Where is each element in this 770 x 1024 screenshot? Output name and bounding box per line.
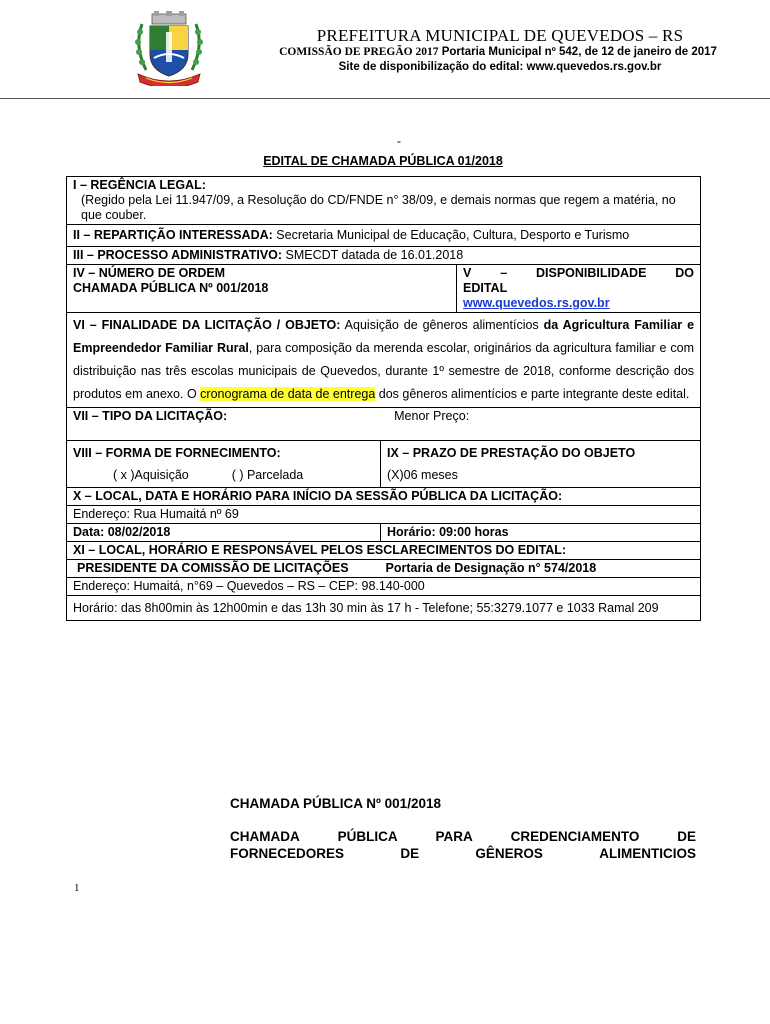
row-esclarecimentos-endereco — [67, 578, 701, 596]
subtitle-word: PARA — [435, 829, 473, 844]
finalidade-text-1: Aquisição de gêneros alimentícios — [344, 318, 539, 332]
subtitle-word: GÊNEROS — [475, 846, 543, 861]
chamada-publica-subtitle — [230, 828, 696, 862]
page-number: 1 — [74, 882, 80, 894]
prazo-text: (X)06 meses — [387, 468, 458, 482]
esclarecimentos-label: XI – LOCAL, HORÁRIO E RESPONSÁVEL PELOS ESCLARECIMENTOS DO EDITAL: — [67, 542, 701, 560]
subtitle-word: ALIMENTICIOS — [599, 846, 696, 861]
subtitle-word: FORNECEDORES — [230, 846, 345, 861]
row-presidente — [67, 560, 701, 578]
reparticao-label: II – REPARTIÇÃO INTERESSADA: — [73, 228, 273, 242]
document-header — [0, 0, 770, 100]
finalidade-label: VI – FINALIDADE DA LICITAÇÃO / OBJETO: — [73, 318, 341, 332]
esclarecimentos-horario: Horário: das 8h00min às 12h00min e das 13h 30 min às 17 h - Telefone; 55:3279.1077 e 1033 Ramal 209 — [67, 596, 701, 621]
subtitle-word: CREDENCIAMENTO — [510, 829, 640, 844]
data-text: Data: 08/02/2018 — [67, 524, 381, 542]
finalidade-text-3: dos gêneros alimentícios e parte integrante deste edital. — [378, 387, 690, 401]
row-esclarecimentos-horario — [67, 596, 701, 621]
municipal-coat-of-arms-icon — [128, 10, 210, 86]
processo-text: SMECDT datada de 16.01.2018 — [285, 248, 464, 262]
header-commission-line — [248, 46, 748, 58]
disp-word: DISPONIBILIDADE — [535, 266, 647, 280]
local-endereco: Endereço: Rua Humaitá nº 69 — [67, 506, 701, 524]
forma-option-parcelada: ( ) Parcelada — [231, 468, 304, 482]
header-divider — [0, 98, 770, 99]
tipo-text: Menor Preço: — [394, 409, 470, 423]
numero-text: CHAMADA PÚBLICA Nº 001/2018 — [73, 281, 269, 295]
local-label: X – LOCAL, DATA E HORÁRIO PARA INÍCIO DA SESSÃO PÚBLICA DA LICITAÇÃO: — [67, 488, 701, 506]
subtitle-word: DE — [677, 829, 696, 844]
dash-mark: - — [397, 134, 401, 148]
disp-word: DO — [675, 266, 695, 280]
regencia-text: (Regido pela Lei 11.947/09, a Resolução do CD/FNDE n° 38/09, e demais normas que regem a matéria, no que couber. — [81, 193, 676, 222]
row-forma-prazo — [67, 441, 701, 488]
chamada-publica-title: CHAMADA PÚBLICA Nº 001/2018 — [230, 796, 441, 811]
disp-word: – — [500, 266, 508, 280]
reparticao-text: Secretaria Municipal de Educação, Cultura, Desporto e Turismo — [276, 228, 630, 242]
disponibilidade-label-2: EDITAL — [463, 281, 508, 295]
row-processo — [67, 247, 701, 265]
presidente-text: PRESIDENTE DA COMISSÃO DE LICITAÇÕES — [77, 561, 349, 575]
regencia-label: I – REGÊNCIA LEGAL: — [73, 178, 206, 192]
disp-word: V — [463, 266, 472, 280]
row-data-horario — [67, 524, 701, 542]
finalidade-highlight: cronograma de data de entrega — [200, 387, 376, 401]
subtitle-word: CHAMADA — [230, 829, 300, 844]
finalidade-text-2: , para composição da merenda escolar, originários da agricultura familiar e com distribuição nas três escolas municipais de Quevedos, durante 1º semestre de 2018, conforme descrição dos produtos em anexo. O — [73, 341, 695, 401]
row-esclarecimentos-label — [67, 542, 701, 560]
header-site-line: Site de disponibilização do edital: www.quevedos.rs.gov.br — [338, 61, 662, 73]
subtitle-word: PÚBLICA — [337, 829, 398, 844]
row-tipo — [67, 408, 701, 441]
header-commission-name: COMISSÃO DE PREGÃO 2017 — [279, 46, 439, 58]
row-numero-disponibilidade — [67, 265, 701, 313]
row-reparticao — [67, 225, 701, 247]
forma-options — [73, 464, 374, 486]
forma-label: VIII – FORMA DE FORNECIMENTO: — [73, 446, 281, 460]
row-local-endereco — [67, 506, 701, 524]
tipo-label: VII – TIPO DA LICITAÇÃO: — [73, 409, 228, 423]
header-portaria: Portaria Municipal nº 542, de 12 de janeiro de 2017 — [441, 46, 717, 58]
esclarecimentos-endereco: Endereço: Humaitá, n°69 – Quevedos – RS – CEP: 98.140-000 — [67, 578, 701, 596]
disponibilidade-label — [463, 266, 694, 281]
finalidade-bold-text: da Agricultura Familiar e Empreendedor Familiar Rural — [73, 318, 695, 355]
row-local-label — [67, 488, 701, 506]
prazo-label: IX – PRAZO DE PRESTAÇÃO DO OBJETO — [387, 446, 636, 460]
row-finalidade — [67, 313, 701, 408]
edital-info-table — [66, 176, 701, 621]
header-title: PREFEITURA MUNICIPAL DE QUEVEDOS – RS — [316, 26, 684, 45]
processo-label: III – PROCESSO ADMINISTRATIVO: — [73, 248, 283, 262]
edital-site-link[interactable]: www.quevedos.rs.gov.br — [463, 296, 610, 310]
edital-title: EDITAL DE CHAMADA PÚBLICA 01/2018 — [263, 154, 503, 168]
row-regencia — [67, 177, 701, 225]
numero-label: IV – NÚMERO DE ORDEM — [73, 266, 226, 280]
subtitle-word: DE — [400, 846, 420, 861]
portaria-text: Portaria de Designação n° 574/2018 — [385, 561, 597, 575]
horario-text: Horário: 09:00 horas — [381, 524, 701, 542]
forma-option-aquisicao: ( x )Aquisição — [113, 468, 189, 482]
